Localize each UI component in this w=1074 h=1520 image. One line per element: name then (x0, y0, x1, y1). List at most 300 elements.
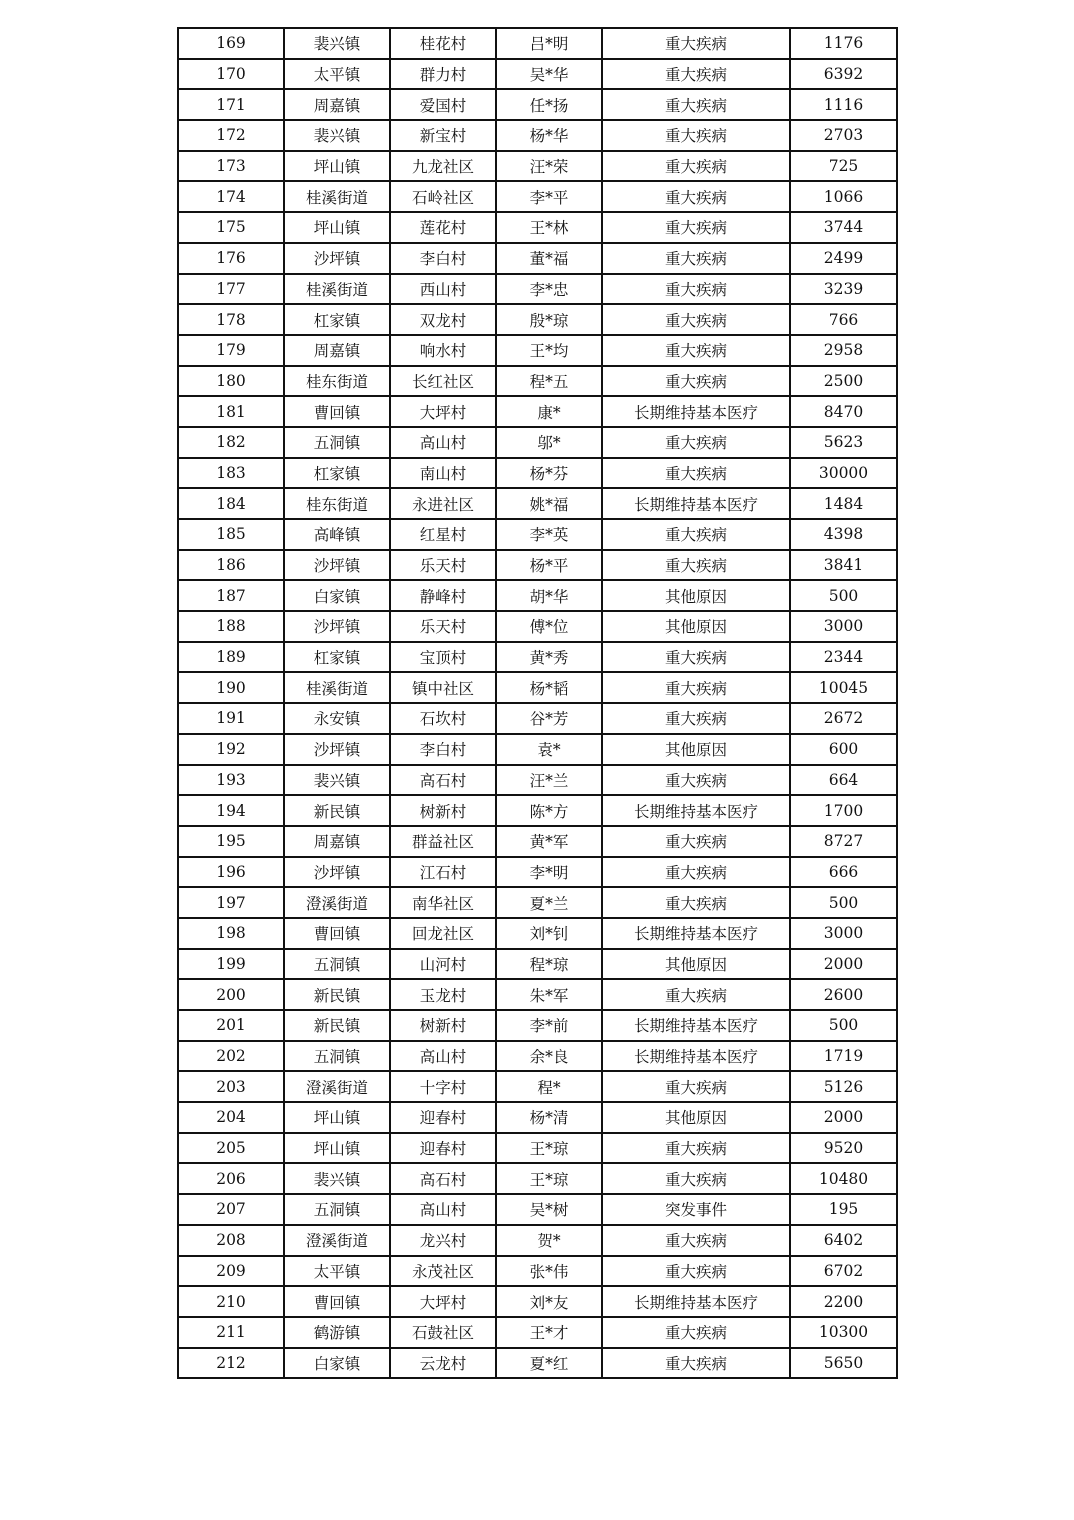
town-cell: 桂东街道 (284, 488, 390, 519)
row-number-cell: 199 (178, 949, 284, 980)
table-row (178, 580, 897, 611)
reason-cell: 重大疾病 (602, 765, 790, 796)
reason-cell: 长期维持基本医疗 (602, 1010, 790, 1041)
village-cell: 龙兴村 (390, 1225, 496, 1256)
row-number-cell: 206 (178, 1163, 284, 1194)
reason-cell: 重大疾病 (602, 366, 790, 397)
row-number-cell: 210 (178, 1286, 284, 1317)
amount-cell: 30000 (790, 458, 897, 489)
town-cell: 高峰镇 (284, 519, 390, 550)
reason-cell: 重大疾病 (602, 335, 790, 366)
name-cell: 吴*树 (496, 1194, 602, 1225)
name-cell: 黄*军 (496, 826, 602, 857)
table-row (178, 488, 897, 519)
village-cell: 响水村 (390, 335, 496, 366)
village-cell: 玉龙村 (390, 979, 496, 1010)
reason-cell: 重大疾病 (602, 120, 790, 151)
table-row (178, 765, 897, 796)
town-cell: 桂溪街道 (284, 672, 390, 703)
village-cell: 永进社区 (390, 488, 496, 519)
town-cell: 澄溪街道 (284, 1225, 390, 1256)
table-row (178, 1225, 897, 1256)
table-row (178, 1041, 897, 1072)
town-cell: 坪山镇 (284, 151, 390, 182)
village-cell: 江石村 (390, 857, 496, 888)
reason-cell: 长期维持基本医疗 (602, 488, 790, 519)
row-number-cell: 211 (178, 1317, 284, 1348)
amount-cell: 3000 (790, 918, 897, 949)
relief-table (177, 27, 898, 1379)
name-cell: 李*平 (496, 181, 602, 212)
amount-cell: 9520 (790, 1133, 897, 1164)
name-cell: 傅*位 (496, 611, 602, 642)
row-number-cell: 183 (178, 458, 284, 489)
table-row (178, 1256, 897, 1287)
reason-cell: 重大疾病 (602, 550, 790, 581)
amount-cell: 2499 (790, 243, 897, 274)
name-cell: 朱*军 (496, 979, 602, 1010)
reason-cell: 长期维持基本医疗 (602, 795, 790, 826)
village-cell: 静峰村 (390, 580, 496, 611)
row-number-cell: 208 (178, 1225, 284, 1256)
table-row (178, 89, 897, 120)
amount-cell: 2200 (790, 1286, 897, 1317)
name-cell: 李*明 (496, 857, 602, 888)
row-number-cell: 188 (178, 611, 284, 642)
town-cell: 裴兴镇 (284, 28, 390, 59)
table-row (178, 887, 897, 918)
row-number-cell: 200 (178, 979, 284, 1010)
village-cell: 大坪村 (390, 396, 496, 427)
name-cell: 夏*兰 (496, 887, 602, 918)
name-cell: 王*均 (496, 335, 602, 366)
amount-cell: 8727 (790, 826, 897, 857)
name-cell: 杨*芬 (496, 458, 602, 489)
village-cell: 莲花村 (390, 212, 496, 243)
name-cell: 姚*福 (496, 488, 602, 519)
amount-cell: 1176 (790, 28, 897, 59)
row-number-cell: 180 (178, 366, 284, 397)
amount-cell: 5623 (790, 427, 897, 458)
amount-cell: 5126 (790, 1071, 897, 1102)
table-row (178, 274, 897, 305)
reason-cell: 其他原因 (602, 734, 790, 765)
name-cell: 王*林 (496, 212, 602, 243)
row-number-cell: 193 (178, 765, 284, 796)
village-cell: 南华社区 (390, 887, 496, 918)
row-number-cell: 190 (178, 672, 284, 703)
table-row (178, 335, 897, 366)
amount-cell: 3841 (790, 550, 897, 581)
amount-cell: 500 (790, 1010, 897, 1041)
town-cell: 五洞镇 (284, 949, 390, 980)
reason-cell: 重大疾病 (602, 1348, 790, 1379)
town-cell: 裴兴镇 (284, 765, 390, 796)
village-cell: 宝顶村 (390, 642, 496, 673)
village-cell: 山河村 (390, 949, 496, 980)
name-cell: 任*扬 (496, 89, 602, 120)
village-cell: 长红社区 (390, 366, 496, 397)
reason-cell: 重大疾病 (602, 1071, 790, 1102)
town-cell: 桂溪街道 (284, 181, 390, 212)
town-cell: 杠家镇 (284, 304, 390, 335)
town-cell: 周嘉镇 (284, 89, 390, 120)
amount-cell: 500 (790, 580, 897, 611)
name-cell: 袁* (496, 734, 602, 765)
table-row (178, 1194, 897, 1225)
name-cell: 吴*华 (496, 59, 602, 90)
table-row (178, 304, 897, 335)
reason-cell: 重大疾病 (602, 89, 790, 120)
village-cell: 西山村 (390, 274, 496, 305)
row-number-cell: 173 (178, 151, 284, 182)
name-cell: 康* (496, 396, 602, 427)
name-cell: 黄*秀 (496, 642, 602, 673)
reason-cell: 重大疾病 (602, 304, 790, 335)
name-cell: 余*良 (496, 1041, 602, 1072)
town-cell: 太平镇 (284, 59, 390, 90)
reason-cell: 重大疾病 (602, 427, 790, 458)
table-row (178, 1348, 897, 1379)
amount-cell: 6702 (790, 1256, 897, 1287)
table-row (178, 366, 897, 397)
amount-cell: 2672 (790, 703, 897, 734)
town-cell: 坪山镇 (284, 1133, 390, 1164)
row-number-cell: 204 (178, 1102, 284, 1133)
table-row (178, 1286, 897, 1317)
name-cell: 吕*明 (496, 28, 602, 59)
name-cell: 刘*友 (496, 1286, 602, 1317)
town-cell: 新民镇 (284, 795, 390, 826)
town-cell: 坪山镇 (284, 212, 390, 243)
village-cell: 迎春村 (390, 1133, 496, 1164)
amount-cell: 2000 (790, 1102, 897, 1133)
town-cell: 新民镇 (284, 979, 390, 1010)
village-cell: 双龙村 (390, 304, 496, 335)
row-number-cell: 189 (178, 642, 284, 673)
reason-cell: 长期维持基本医疗 (602, 1286, 790, 1317)
table-row (178, 857, 897, 888)
village-cell: 李白村 (390, 243, 496, 274)
village-cell: 树新村 (390, 1010, 496, 1041)
row-number-cell: 178 (178, 304, 284, 335)
town-cell: 澄溪街道 (284, 1071, 390, 1102)
town-cell: 曹回镇 (284, 1286, 390, 1317)
table-row (178, 151, 897, 182)
reason-cell: 重大疾病 (602, 1256, 790, 1287)
village-cell: 高石村 (390, 1163, 496, 1194)
row-number-cell: 177 (178, 274, 284, 305)
row-number-cell: 181 (178, 396, 284, 427)
row-number-cell: 184 (178, 488, 284, 519)
table-row (178, 120, 897, 151)
table-body (178, 28, 897, 1378)
row-number-cell: 176 (178, 243, 284, 274)
reason-cell: 重大疾病 (602, 672, 790, 703)
town-cell: 沙坪镇 (284, 243, 390, 274)
table-row (178, 949, 897, 980)
table-row (178, 1163, 897, 1194)
row-number-cell: 185 (178, 519, 284, 550)
town-cell: 裴兴镇 (284, 120, 390, 151)
village-cell: 石鼓社区 (390, 1317, 496, 1348)
amount-cell: 6402 (790, 1225, 897, 1256)
village-cell: 石岭社区 (390, 181, 496, 212)
amount-cell: 10045 (790, 672, 897, 703)
table-row (178, 519, 897, 550)
table-row (178, 212, 897, 243)
reason-cell: 重大疾病 (602, 181, 790, 212)
row-number-cell: 195 (178, 826, 284, 857)
table-row (178, 181, 897, 212)
name-cell: 董*福 (496, 243, 602, 274)
village-cell: 高山村 (390, 1194, 496, 1225)
reason-cell: 其他原因 (602, 580, 790, 611)
town-cell: 白家镇 (284, 1348, 390, 1379)
village-cell: 树新村 (390, 795, 496, 826)
name-cell: 程*琼 (496, 949, 602, 980)
village-cell: 南山村 (390, 458, 496, 489)
table-row (178, 826, 897, 857)
town-cell: 五洞镇 (284, 427, 390, 458)
table-row (178, 1317, 897, 1348)
reason-cell: 重大疾病 (602, 979, 790, 1010)
village-cell: 红星村 (390, 519, 496, 550)
amount-cell: 666 (790, 857, 897, 888)
table-row (178, 1010, 897, 1041)
reason-cell: 长期维持基本医疗 (602, 918, 790, 949)
row-number-cell: 203 (178, 1071, 284, 1102)
reason-cell: 重大疾病 (602, 857, 790, 888)
row-number-cell: 169 (178, 28, 284, 59)
amount-cell: 10300 (790, 1317, 897, 1348)
village-cell: 乐天村 (390, 550, 496, 581)
name-cell: 李*英 (496, 519, 602, 550)
row-number-cell: 187 (178, 580, 284, 611)
reason-cell: 重大疾病 (602, 1317, 790, 1348)
village-cell: 新宝村 (390, 120, 496, 151)
reason-cell: 重大疾病 (602, 519, 790, 550)
town-cell: 杠家镇 (284, 642, 390, 673)
row-number-cell: 198 (178, 918, 284, 949)
town-cell: 白家镇 (284, 580, 390, 611)
amount-cell: 2958 (790, 335, 897, 366)
amount-cell: 195 (790, 1194, 897, 1225)
name-cell: 程*五 (496, 366, 602, 397)
name-cell: 王*琼 (496, 1163, 602, 1194)
village-cell: 大坪村 (390, 1286, 496, 1317)
table-row (178, 550, 897, 581)
amount-cell: 600 (790, 734, 897, 765)
row-number-cell: 179 (178, 335, 284, 366)
row-number-cell: 172 (178, 120, 284, 151)
amount-cell: 1484 (790, 488, 897, 519)
town-cell: 澄溪街道 (284, 887, 390, 918)
amount-cell: 664 (790, 765, 897, 796)
amount-cell: 725 (790, 151, 897, 182)
table-row (178, 1071, 897, 1102)
amount-cell: 766 (790, 304, 897, 335)
town-cell: 坪山镇 (284, 1102, 390, 1133)
row-number-cell: 202 (178, 1041, 284, 1072)
name-cell: 王*琼 (496, 1133, 602, 1164)
row-number-cell: 182 (178, 427, 284, 458)
row-number-cell: 201 (178, 1010, 284, 1041)
reason-cell: 重大疾病 (602, 59, 790, 90)
table-row (178, 918, 897, 949)
amount-cell: 3239 (790, 274, 897, 305)
amount-cell: 1700 (790, 795, 897, 826)
town-cell: 裴兴镇 (284, 1163, 390, 1194)
table-row (178, 1102, 897, 1133)
village-cell: 镇中社区 (390, 672, 496, 703)
amount-cell: 2000 (790, 949, 897, 980)
town-cell: 鹤游镇 (284, 1317, 390, 1348)
amount-cell: 2703 (790, 120, 897, 151)
name-cell: 杨*韬 (496, 672, 602, 703)
village-cell: 九龙社区 (390, 151, 496, 182)
reason-cell: 重大疾病 (602, 274, 790, 305)
town-cell: 桂溪街道 (284, 274, 390, 305)
name-cell: 殷*琼 (496, 304, 602, 335)
village-cell: 十字村 (390, 1071, 496, 1102)
amount-cell: 2344 (790, 642, 897, 673)
row-number-cell: 194 (178, 795, 284, 826)
table-row (178, 611, 897, 642)
village-cell: 乐天村 (390, 611, 496, 642)
table-row (178, 427, 897, 458)
row-number-cell: 186 (178, 550, 284, 581)
village-cell: 永茂社区 (390, 1256, 496, 1287)
town-cell: 沙坪镇 (284, 550, 390, 581)
town-cell: 周嘉镇 (284, 335, 390, 366)
reason-cell: 突发事件 (602, 1194, 790, 1225)
reason-cell: 重大疾病 (602, 243, 790, 274)
village-cell: 高石村 (390, 765, 496, 796)
row-number-cell: 175 (178, 212, 284, 243)
table-row (178, 703, 897, 734)
reason-cell: 其他原因 (602, 611, 790, 642)
town-cell: 周嘉镇 (284, 826, 390, 857)
table-row (178, 59, 897, 90)
name-cell: 汪*荣 (496, 151, 602, 182)
village-cell: 李白村 (390, 734, 496, 765)
row-number-cell: 205 (178, 1133, 284, 1164)
name-cell: 杨*清 (496, 1102, 602, 1133)
row-number-cell: 196 (178, 857, 284, 888)
reason-cell: 重大疾病 (602, 642, 790, 673)
row-number-cell: 207 (178, 1194, 284, 1225)
reason-cell: 其他原因 (602, 1102, 790, 1133)
name-cell: 程* (496, 1071, 602, 1102)
amount-cell: 1719 (790, 1041, 897, 1072)
amount-cell: 1116 (790, 89, 897, 120)
reason-cell: 重大疾病 (602, 458, 790, 489)
town-cell: 沙坪镇 (284, 857, 390, 888)
name-cell: 张*伟 (496, 1256, 602, 1287)
amount-cell: 2600 (790, 979, 897, 1010)
table-row (178, 243, 897, 274)
town-cell: 曹回镇 (284, 918, 390, 949)
town-cell: 五洞镇 (284, 1194, 390, 1225)
reason-cell: 重大疾病 (602, 887, 790, 918)
village-cell: 桂花村 (390, 28, 496, 59)
town-cell: 永安镇 (284, 703, 390, 734)
village-cell: 石坎村 (390, 703, 496, 734)
reason-cell: 重大疾病 (602, 826, 790, 857)
name-cell: 谷*芳 (496, 703, 602, 734)
town-cell: 曹回镇 (284, 396, 390, 427)
name-cell: 贺* (496, 1225, 602, 1256)
amount-cell: 3000 (790, 611, 897, 642)
table-row (178, 672, 897, 703)
amount-cell: 500 (790, 887, 897, 918)
village-cell: 群益社区 (390, 826, 496, 857)
name-cell: 李*前 (496, 1010, 602, 1041)
reason-cell: 重大疾病 (602, 1133, 790, 1164)
row-number-cell: 174 (178, 181, 284, 212)
name-cell: 刘*钊 (496, 918, 602, 949)
name-cell: 王*才 (496, 1317, 602, 1348)
town-cell: 新民镇 (284, 1010, 390, 1041)
reason-cell: 重大疾病 (602, 212, 790, 243)
table-row (178, 979, 897, 1010)
reason-cell: 重大疾病 (602, 151, 790, 182)
name-cell: 邬* (496, 427, 602, 458)
reason-cell: 重大疾病 (602, 1163, 790, 1194)
amount-cell: 1066 (790, 181, 897, 212)
name-cell: 李*忠 (496, 274, 602, 305)
table-row (178, 396, 897, 427)
name-cell: 杨*华 (496, 120, 602, 151)
row-number-cell: 192 (178, 734, 284, 765)
amount-cell: 4398 (790, 519, 897, 550)
village-cell: 爱国村 (390, 89, 496, 120)
row-number-cell: 171 (178, 89, 284, 120)
town-cell: 沙坪镇 (284, 611, 390, 642)
row-number-cell: 197 (178, 887, 284, 918)
row-number-cell: 212 (178, 1348, 284, 1379)
village-cell: 回龙社区 (390, 918, 496, 949)
town-cell: 沙坪镇 (284, 734, 390, 765)
amount-cell: 5650 (790, 1348, 897, 1379)
name-cell: 杨*平 (496, 550, 602, 581)
village-cell: 云龙村 (390, 1348, 496, 1379)
village-cell: 迎春村 (390, 1102, 496, 1133)
name-cell: 汪*兰 (496, 765, 602, 796)
reason-cell: 重大疾病 (602, 28, 790, 59)
reason-cell: 其他原因 (602, 949, 790, 980)
town-cell: 太平镇 (284, 1256, 390, 1287)
village-cell: 高山村 (390, 1041, 496, 1072)
table-row (178, 458, 897, 489)
name-cell: 夏*红 (496, 1348, 602, 1379)
table-row (178, 734, 897, 765)
row-number-cell: 209 (178, 1256, 284, 1287)
reason-cell: 重大疾病 (602, 1225, 790, 1256)
town-cell: 桂东街道 (284, 366, 390, 397)
name-cell: 胡*华 (496, 580, 602, 611)
amount-cell: 6392 (790, 59, 897, 90)
reason-cell: 长期维持基本医疗 (602, 1041, 790, 1072)
amount-cell: 10480 (790, 1163, 897, 1194)
reason-cell: 重大疾病 (602, 703, 790, 734)
table-row (178, 28, 897, 59)
village-cell: 群力村 (390, 59, 496, 90)
amount-cell: 3744 (790, 212, 897, 243)
row-number-cell: 191 (178, 703, 284, 734)
amount-cell: 8470 (790, 396, 897, 427)
